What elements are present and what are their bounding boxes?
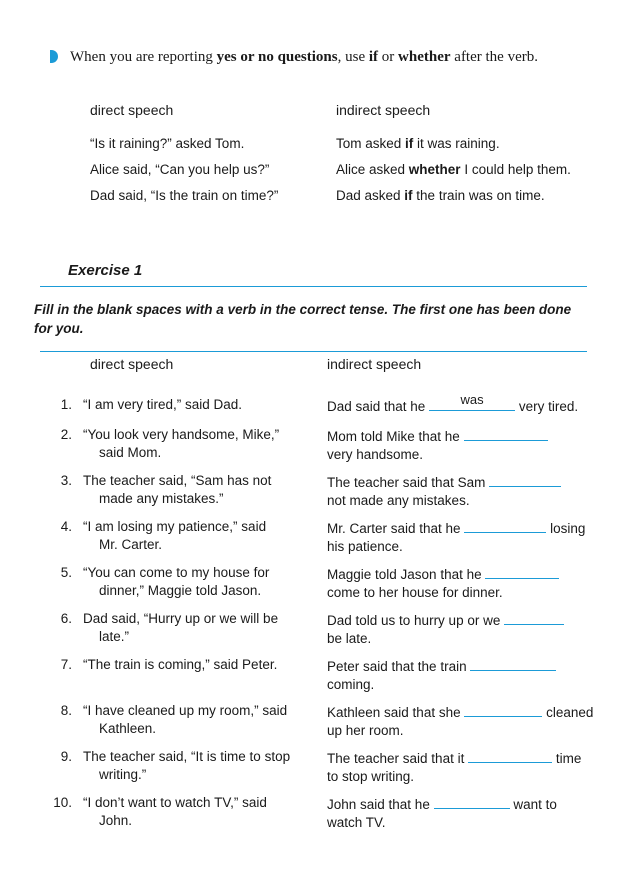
answer-blank[interactable] — [470, 656, 556, 671]
indirect-prefix: Dad told us to hurry up or we — [327, 613, 505, 628]
indirect-line-2: not made any mistakes. — [327, 493, 470, 508]
direct-line-2: said Mom. — [99, 445, 162, 460]
indirect-suffix: time — [552, 751, 582, 766]
indirect-line-2: be late. — [327, 631, 372, 646]
intro-mid-2: or — [378, 49, 399, 65]
indirect-line-1 — [327, 518, 597, 538]
bullet-marker-icon — [50, 50, 58, 63]
item-direct-speech — [83, 748, 308, 784]
indirect-line-1 — [327, 426, 597, 446]
answer-blank[interactable] — [504, 610, 564, 625]
example-indirect-ind-pre: Alice asked — [336, 162, 409, 177]
indirect-line-2: watch TV. — [327, 815, 386, 830]
indirect-line-2: to stop writing. — [327, 769, 415, 784]
instr-pre: Fill in the blank spaces with a — [34, 302, 228, 317]
indirect-line-1 — [327, 702, 597, 722]
answer-blank[interactable] — [464, 702, 542, 717]
intro-bold-2: if — [368, 49, 379, 65]
instr-bold: verb — [227, 302, 257, 317]
indirect-prefix: Kathleen said that she — [327, 705, 465, 720]
example-indirect-ind-post: I could help them. — [460, 162, 571, 177]
example-indirect-ind-post: it was raining. — [413, 136, 500, 151]
direct-line-2: John. — [99, 813, 133, 828]
direct-line-2: late.” — [99, 629, 130, 644]
answer-blank[interactable] — [464, 426, 548, 441]
direct-line-2: dinner,” Maggie told Jason. — [99, 583, 262, 598]
item-direct-speech — [83, 518, 308, 554]
indirect-line-2: very handsome. — [327, 447, 424, 462]
direct-line-1: “The train is coming,” said Peter. — [83, 657, 278, 672]
item-number: 3. — [60, 473, 72, 488]
title-rule — [40, 286, 587, 287]
indirect-prefix: Dad said that he — [327, 399, 430, 414]
intro-suffix: after the verb. — [450, 49, 538, 65]
direct-line-1: The teacher said, “It is time to stop — [83, 749, 291, 764]
indirect-line-1 — [327, 472, 597, 492]
exercise-header-indirect: indirect speech — [327, 356, 422, 372]
item-direct-speech — [83, 794, 308, 830]
item-number: 8. — [60, 703, 72, 718]
indirect-prefix: Mom told Mike that he — [327, 429, 464, 444]
indirect-suffix: losing — [546, 521, 586, 536]
instr-post: in the correct tense. The first one has been done for you. — [34, 302, 572, 336]
indirect-line-1 — [327, 794, 597, 814]
instructions-rule — [40, 351, 587, 352]
direct-line-2: writing.” — [99, 767, 147, 782]
direct-line-1: Dad said, “Hurry up or we will be — [83, 611, 279, 626]
indirect-prefix: The teacher said that it — [327, 751, 469, 766]
direct-line-1: The teacher said, “Sam has not — [83, 473, 272, 488]
direct-line-2: Mr. Carter. — [99, 537, 163, 552]
example-header-direct: direct speech — [90, 102, 174, 118]
answer-blank[interactable] — [464, 518, 546, 533]
item-number: 10. — [53, 795, 72, 810]
example-indirect-ind-post: the train was on time. — [412, 188, 545, 203]
indirect-line-1 — [327, 656, 597, 676]
exercise-title: Exercise 1 — [68, 262, 143, 279]
indirect-line-2: come to her house for dinner. — [327, 585, 503, 600]
indirect-prefix: Maggie told Jason that he — [327, 567, 486, 582]
item-indirect-speech — [327, 656, 597, 694]
answer-blank[interactable] — [489, 472, 561, 487]
item-number: 1. — [60, 397, 72, 412]
item-indirect-speech — [327, 748, 597, 786]
exercise-header-direct: direct speech — [90, 356, 174, 372]
intro-prefix: When you are reporting — [70, 49, 217, 65]
example-indirect-ind-bold: whether — [408, 162, 461, 177]
direct-line-1: “You look very handsome, Mike,” — [83, 427, 280, 442]
item-indirect-speech — [327, 564, 597, 602]
item-indirect-speech — [327, 518, 597, 556]
item-indirect-speech — [327, 426, 597, 464]
example-indirect-1 — [336, 135, 500, 153]
item-direct-speech — [83, 564, 308, 600]
item-direct-speech — [83, 396, 308, 414]
example-direct-2: Alice said, “Can you help us?” — [90, 162, 270, 177]
item-number: 7. — [60, 657, 72, 672]
answer-blank[interactable] — [434, 794, 510, 809]
answer-blank[interactable] — [429, 392, 515, 411]
item-indirect-speech — [327, 794, 597, 832]
example-indirect-3 — [336, 187, 545, 205]
example-indirect-ind-pre: Dad asked — [336, 188, 405, 203]
direct-line-1: “I have cleaned up my room,” said — [83, 703, 288, 718]
indirect-line-2: his patience. — [327, 539, 403, 554]
indirect-suffix: want to — [509, 797, 557, 812]
example-direct-1: “Is it raining?” asked Tom. — [90, 136, 245, 151]
indirect-suffix: cleaned — [542, 705, 594, 720]
direct-line-1: “I am losing my patience,” said — [83, 519, 267, 534]
item-indirect-speech — [327, 610, 597, 648]
item-direct-speech — [83, 426, 308, 462]
indirect-line-2: coming. — [327, 677, 375, 692]
indirect-line-2: up her room. — [327, 723, 404, 738]
example-direct-3: Dad said, “Is the train on time?” — [90, 188, 279, 203]
intro-mid-1: , use — [337, 49, 369, 65]
answer-text: was — [460, 392, 484, 407]
item-direct-speech — [83, 610, 308, 646]
direct-line-1: “I don’t want to watch TV,” said — [83, 795, 267, 810]
direct-line-1: “I am very tired,” said Dad. — [83, 397, 243, 412]
exercise-instructions — [34, 300, 574, 338]
answer-blank[interactable] — [485, 564, 559, 579]
example-indirect-ind-bold: if — [404, 188, 413, 203]
item-direct-speech — [83, 656, 308, 674]
item-indirect-speech — [327, 472, 597, 510]
intro-paragraph — [50, 46, 580, 68]
item-number: 2. — [60, 427, 72, 442]
answer-blank[interactable] — [468, 748, 552, 763]
item-number: 5. — [60, 565, 72, 580]
example-header-indirect: indirect speech — [336, 102, 431, 118]
indirect-line-1 — [327, 610, 597, 630]
example-indirect-2 — [336, 161, 571, 179]
indirect-line-1 — [327, 748, 597, 768]
indirect-line-1 — [327, 392, 597, 416]
item-number: 9. — [60, 749, 72, 764]
example-indirect-ind-pre: Tom asked — [336, 136, 406, 151]
item-indirect-speech — [327, 392, 597, 416]
indirect-prefix: Peter said that the train — [327, 659, 471, 674]
item-indirect-speech — [327, 702, 597, 740]
item-direct-speech — [83, 472, 308, 508]
indirect-prefix: John said that he — [327, 797, 434, 812]
indirect-prefix: Mr. Carter said that he — [327, 521, 465, 536]
example-indirect-ind-bold: if — [405, 136, 414, 151]
item-direct-speech — [83, 702, 308, 738]
item-number: 6. — [60, 611, 72, 626]
intro-bold-3: whether — [398, 49, 451, 65]
item-number: 4. — [60, 519, 72, 534]
indirect-prefix: The teacher said that Sam — [327, 475, 490, 490]
indirect-line-1 — [327, 564, 597, 584]
direct-line-1: “You can come to my house for — [83, 565, 270, 580]
direct-line-2: Kathleen. — [99, 721, 157, 736]
indirect-suffix: very tired. — [515, 399, 579, 414]
direct-line-2: made any mistakes.” — [99, 491, 224, 506]
intro-bold-1: yes or no questions — [216, 49, 338, 65]
